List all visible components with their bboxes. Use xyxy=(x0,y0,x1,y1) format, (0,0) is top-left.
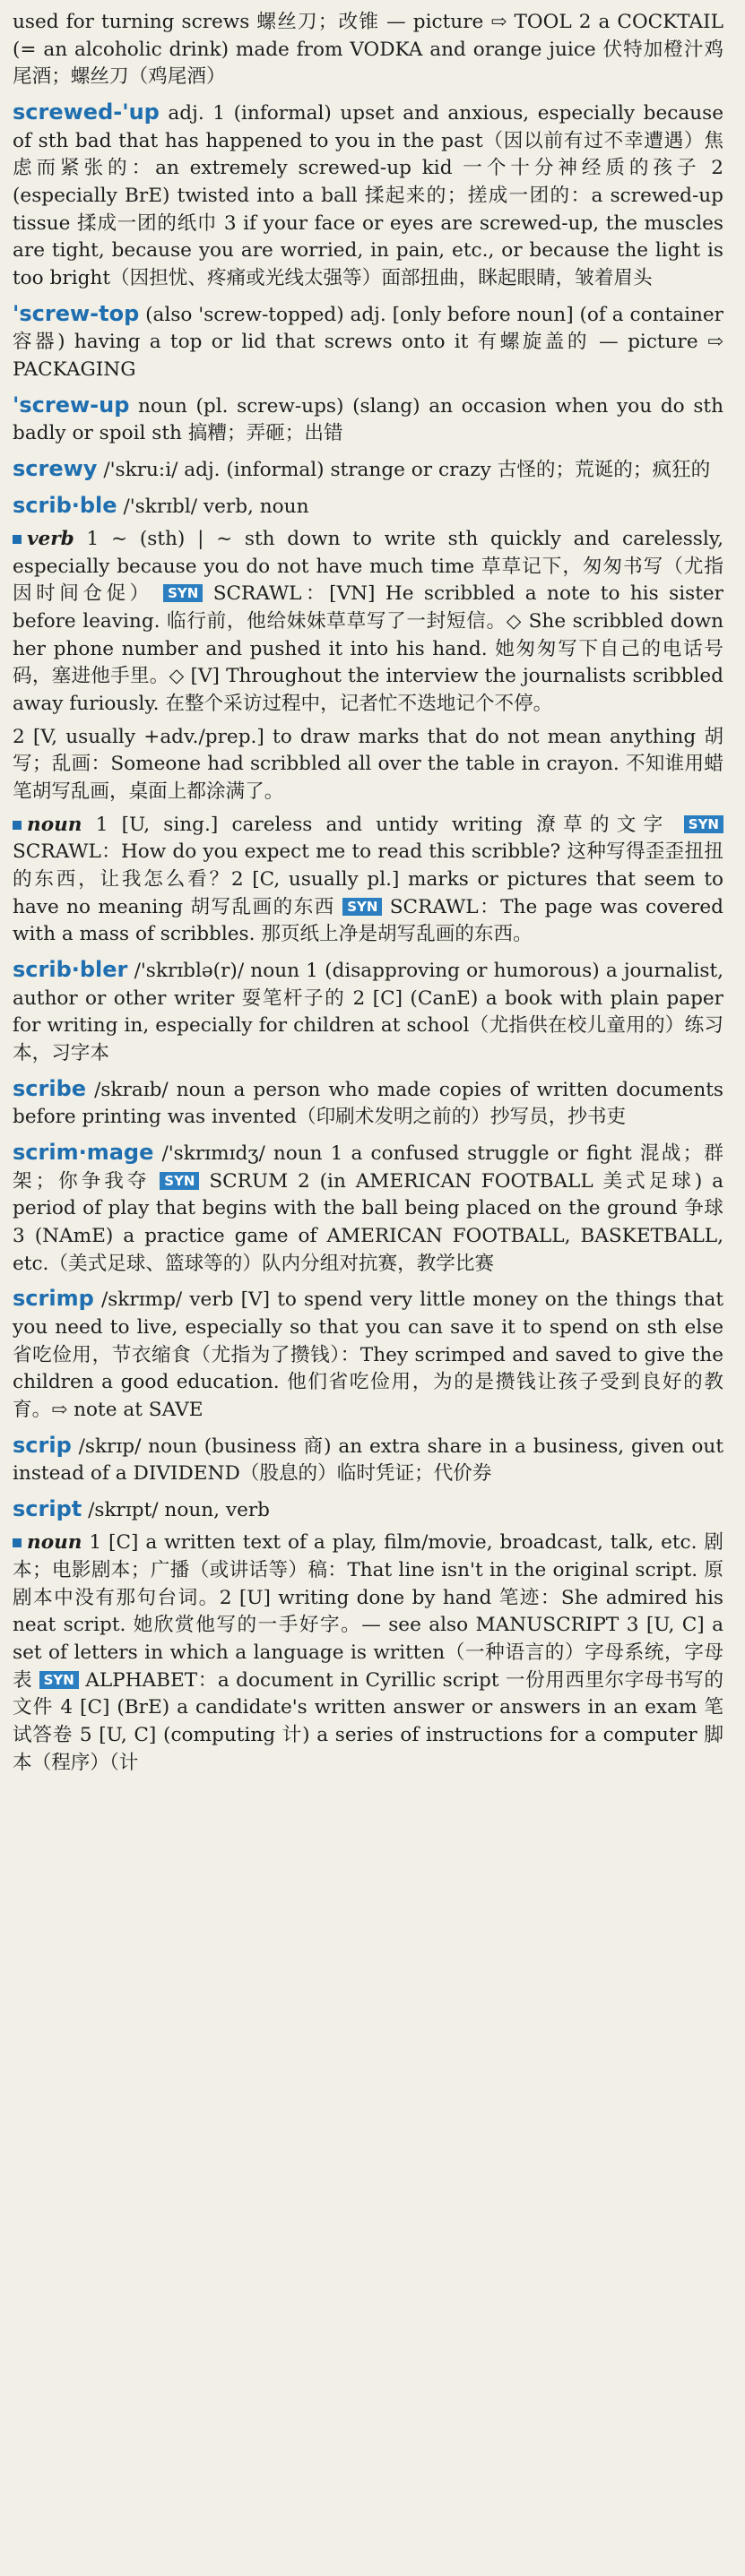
sense-text: 2 [V, usually +adv./prep.] to draw marks that do not mean anything 胡写；乱画：Someone had scribbled all over the table in crayon. 不知谁用蜡笔胡写乱画，桌面上都涂满了。 xyxy=(13,725,723,804)
scribble-verb-sense xyxy=(13,526,723,719)
entry-scrimp xyxy=(13,1283,723,1424)
entry-text: /skrɪmp/ verb [V] to spend very little money on the things that you need to live, especially so that you can save it to spend on sth else 省吃俭用，节衣缩食（尤指为了攒钱）：They scrimped and saved to give the children a good education. 他们省吃俭用，为的是攒钱让孩子受到良好的教育。⇨ note at SAVE xyxy=(13,1288,723,1421)
headword: script xyxy=(13,1495,82,1521)
syn-badge: SYN xyxy=(684,815,723,833)
entry-text: used for turning screws 螺丝刀；改锥 — picture ⇨ TOOL 2 a COCKTAIL (= an alcoholic drink) made from VODKA and orange juice 伏特加橙汁鸡尾酒；螺丝刀（鸡尾酒） xyxy=(13,11,723,89)
entry-scrip xyxy=(13,1430,723,1488)
sense-text: 1 ~ (sth) | ~ sth down to write sth quickly and carelessly, especially because you do not have much time 草草记下，匆匆书写（尤指因时间仓促） xyxy=(13,528,723,606)
entry-screwed-up xyxy=(13,97,723,293)
entry-text: (also 'screw-topped) adj. [only before noun] (of a container 容器) having a top or lid that screws onto it 有螺旋盖的 — picture ⇨ PACKAGING xyxy=(13,303,723,381)
part-of-speech: noun xyxy=(27,1531,82,1555)
entry-text: /'skrɪblə(r)/ noun 1 (disapproving or humorous) a journalist, author or other writer 耍笔杆子的 2 [C] (CanE) a book with plain paper for writing in, especially for children at school（尤指供在校儿童用的）练习本，习字本 xyxy=(13,960,723,1064)
headword: scrimp xyxy=(13,1286,94,1312)
entry-script xyxy=(13,1494,723,1525)
part-of-speech: verb xyxy=(27,528,74,551)
entry-text: /skrɪpt/ noun, verb xyxy=(88,1498,270,1521)
scribble-verb-sense-2 xyxy=(13,724,723,806)
entry-scribble xyxy=(13,490,723,521)
syn-badge: SYN xyxy=(39,1671,79,1689)
headword: screwy xyxy=(13,455,98,481)
entry-text: /'skrɪmɪdʒ/ noun 1 a confused struggle or fight 混战；群架；你争我夺 xyxy=(13,1142,723,1193)
headword: scrib·ble xyxy=(13,492,117,518)
headword: scrib·bler xyxy=(13,957,128,982)
sense-text-continued: SCRAWL：[VN] He scribbled a note to his sister before leaving. 临行前，他给妹妹草草写了一封短信。◇ She scribbled down her phone number and pushed it into his hand. 她匆匆写下自己的电话号码，塞进他手里。◇ [V] Throughout the interview the journalists scribbled away furiously. 在整个采访过程中，记者忙不迭地记个不停。 xyxy=(13,582,723,716)
scribble-noun-sense xyxy=(13,812,723,949)
entry-text: /skrɪp/ noun (business 商) an extra share in a business, given out instead of a DIVIDEND（股息的）临时凭证；代价券 xyxy=(13,1434,723,1486)
entry-screwdriver-continued xyxy=(13,9,723,91)
entry-text-continued: SCRUM 2 (in AMERICAN FOOTBALL 美式足球) a period of play that begins with the ball being placed on the ground 争球 3 (NAmE) a practice game of AMERICAN FOOTBALL, BASKETBALL, etc.（美式足球、篮球等的）队内分组对抗赛，教学比赛 xyxy=(13,1169,723,1275)
syn-badge: SYN xyxy=(160,1172,199,1190)
entry-screw-up xyxy=(13,390,723,448)
script-noun-sense xyxy=(13,1529,723,1777)
sense-text-continued: SCRAWL：The page was covered with a mass of scribbles. 那页纸上净是胡写乱画的东西。 xyxy=(13,895,723,946)
entry-text: /'skru:i/ adj. (informal) strange or crazy 古怪的；荒诞的；疯狂的 xyxy=(103,458,711,481)
sense-text-continued: SCRAWL：How do you expect me to read this scribble? 这种写得歪歪扭扭的东西，让我怎么看？2 [C, usually pl.] marks or pictures that seem to have no meaning 胡写乱画的东西 xyxy=(13,840,723,918)
sense-text: 1 [U, sing.] careless and untidy writing 潦草的文字 xyxy=(95,813,671,836)
sense-text-continued: ALPHABET：a document in Cyrillic script 一份用西里尔字母书写的文件 4 [C] (BrE) a candidate's written answer or answers in an exam 笔试答卷 5 [U, C] (computing 计) a series of instructions for a computer 脚本（程序）（计 xyxy=(13,1668,723,1774)
sense-text: 1 [C] a written text of a play, film/movie, broadcast, talk, etc. 剧本；电影剧本；广播（或讲话等）稿：That line isn't in the original script. 原剧本中没有那句台词。2 [U] writing done by hand 笔迹：She admired his neat script. 她欣赏他写的一手好字。— see also MANUSCRIPT 3 [U, C] a set of letters in which a language is written（一种语言的）字母系统，字母表 xyxy=(13,1531,723,1692)
headword: 'screw-up xyxy=(13,392,130,418)
square-bullet-icon xyxy=(13,821,22,830)
headword: scrim·mage xyxy=(13,1139,154,1165)
headword: 'screw-top xyxy=(13,300,140,326)
syn-badge: SYN xyxy=(342,898,382,916)
headword: scribe xyxy=(13,1075,87,1101)
entry-text: adj. 1 (informal) upset and anxious, especially because of sth bad that has happened to you in the past（因以前有过不幸遭遇）焦虑而紧张的：an extremely screwed-up kid 一个十分神经质的孩子 2 (especially BrE) twisted into a ball 揉起来的；搓成一团的：a screwed-up tissue 揉成一团的纸巾 3 if your face or eyes are screwed-up, the muscles are tight, because you are worried, in pain, etc., or because the light is too bright（因担忧、疼痛或光线太强等）面部扭曲，眯起眼睛，皱着眉头 xyxy=(13,101,723,289)
entry-text: noun (pl. screw-ups) (slang) an occasion when you do sth badly or spoil sth 搞糟；弄砸；出错 xyxy=(13,394,723,445)
entry-scribe xyxy=(13,1073,723,1132)
syn-badge: SYN xyxy=(163,584,203,602)
entry-screwy xyxy=(13,453,723,485)
headword: screwed-'up xyxy=(13,99,160,125)
entry-scribbler xyxy=(13,954,723,1068)
entry-text: /skraɪb/ noun a person who made copies of written documents before printing was invented（印刷术发明之前的）抄写员，抄书吏 xyxy=(13,1078,723,1129)
headword: scrip xyxy=(13,1432,72,1458)
square-bullet-icon xyxy=(13,1538,22,1547)
part-of-speech: noun xyxy=(27,813,82,836)
square-bullet-icon xyxy=(13,535,22,544)
entry-scrimmage xyxy=(13,1137,723,1278)
entry-screw-top xyxy=(13,298,723,384)
entry-text: /'skrɪbl/ verb, noun xyxy=(123,495,309,518)
